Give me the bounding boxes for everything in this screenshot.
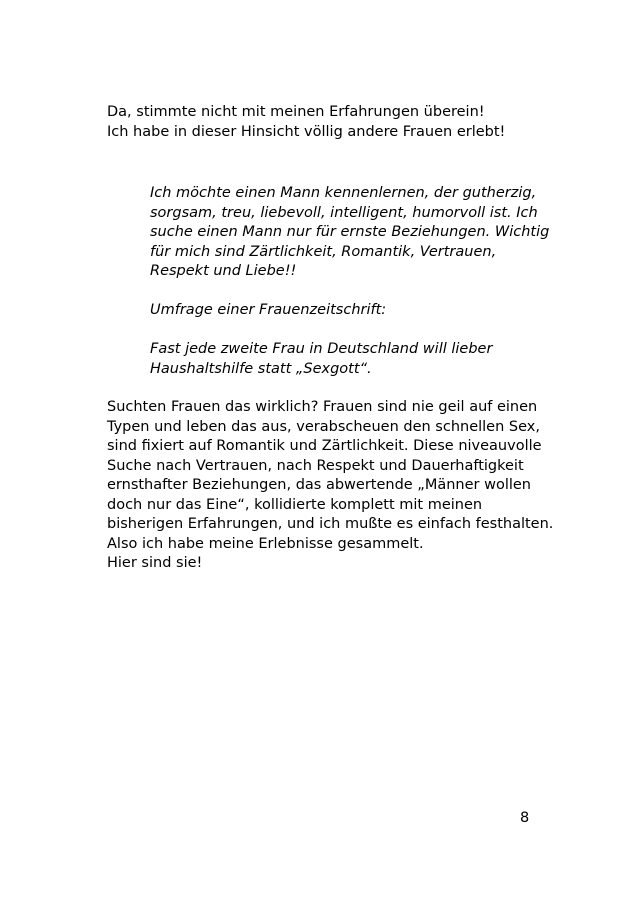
body-line: ernsthafter Beziehungen, das abwertende „Männer wollen: [107, 477, 531, 493]
quote-line: suche einen Mann nur für ernste Beziehungen. Wichtig: [150, 224, 550, 240]
personal-ad-quote: [150, 184, 550, 282]
survey-heading: [150, 301, 550, 321]
survey-heading-text: Umfrage einer Frauenzeitschrift:: [150, 302, 387, 318]
body-line: Typen und leben das aus, verabscheuen den schnellen Sex,: [107, 418, 540, 435]
intro-paragraph: [107, 103, 547, 142]
body-line: doch nur das Eine“, kollidierte komplett mit meinen: [107, 496, 483, 513]
quote-line: für mich sind Zärtlichkeit, Romantik, Vertrauen,: [150, 243, 497, 260]
survey-quote: [150, 340, 550, 379]
body-line: Hier sind sie!: [107, 555, 203, 571]
body-paragraph: [107, 398, 554, 574]
quote-line: Fast jede zweite Frau in Deutschland will lieber: [150, 341, 493, 357]
quote-line: sorgsam, treu, liebevoll, intelligent, humorvoll ist. Ich: [150, 204, 538, 221]
body-line: Suchten Frauen das wirklich? Frauen sind nie geil auf einen: [107, 399, 538, 415]
intro-line: Da, stimmte nicht mit meinen Erfahrungen überein!: [107, 104, 485, 120]
quote-line: Haushaltshilfe statt „Sexgott“.: [150, 360, 372, 377]
quote-line: Respekt und Liebe!!: [150, 263, 297, 279]
body-line: Suche nach Vertrauen, nach Respekt und Dauerhaftigkeit: [107, 457, 524, 474]
intro-line: Ich habe in dieser Hinsicht völlig andere Frauen erlebt!: [107, 123, 506, 140]
body-line: Also ich habe meine Erlebnisse gesammelt.: [107, 535, 424, 552]
body-line: sind fixiert auf Romantik und Zärtlichkeit. Diese niveauvolle: [107, 438, 542, 454]
body-line: bisherigen Erfahrungen, und ich mußte es einfach festhalten.: [107, 516, 554, 532]
quote-line: Ich möchte einen Mann kennenlernen, der gutherzig,: [150, 185, 537, 201]
page-number: 8: [520, 810, 530, 826]
